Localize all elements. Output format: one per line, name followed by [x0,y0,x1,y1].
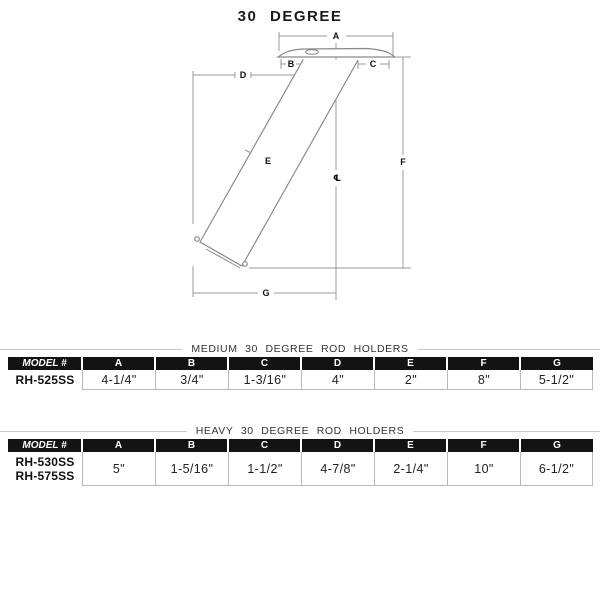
table-medium-rod-holders [8,343,593,391]
tube-drain-nub-left [195,237,200,242]
table-row [8,452,593,486]
value-cell-e: 2-1/4" [374,452,447,486]
table-row [8,370,593,390]
column-header-b: B [155,357,228,370]
value-cell-f: 8" [447,370,520,390]
table-header-row [8,439,593,452]
page-title: 30 DEGREE [237,8,343,25]
tube-body [200,60,358,266]
model-cell [8,452,82,486]
dim-label-b: B [287,59,295,69]
value-cell-c: 1-3/16" [228,370,301,390]
flange-mount-hole [306,50,319,55]
dim-label-e: E [264,156,272,166]
dim-label-d: D [239,70,247,80]
value-cell-b: 1-5/16" [155,452,228,486]
value-cell-f: 10" [447,452,520,486]
dim-label-c: C [369,59,377,69]
table-caption: MEDIUM 30 DEGREE ROD HOLDERS [0,343,600,355]
value-cell-e: 2" [374,370,447,390]
column-header-model: MODEL # [8,439,82,452]
model-name: RH-575SS [15,469,75,483]
value-cell-d: 4-7/8" [301,452,374,486]
column-header-a: A [82,439,155,452]
model-name: RH-530SS [15,455,75,469]
flange [278,49,395,58]
table-caption-row [0,343,600,356]
value-cell-a: 5" [82,452,155,486]
column-header-f: F [447,439,520,452]
column-header-d: D [301,439,374,452]
column-header-e: E [374,357,447,370]
centerline-symbol: ℄ [332,174,342,184]
model-name: RH-525SS [15,373,75,387]
table-header-row [8,357,593,370]
column-header-e: E [374,439,447,452]
column-header-d: D [301,357,374,370]
value-cell-b: 3/4" [155,370,228,390]
dim-label-a: A [332,31,340,41]
column-header-b: B [155,439,228,452]
model-cell [8,370,82,390]
dim-label-f: F [400,157,406,167]
column-header-c: C [228,357,301,370]
value-cell-d: 4" [301,370,374,390]
value-cell-g: 6-1/2" [520,452,593,486]
table-heavy-rod-holders [8,425,593,487]
dim-label-g: G [262,288,270,298]
column-header-model: MODEL # [8,357,82,370]
value-cell-g: 5-1/2" [520,370,593,390]
column-header-f: F [447,357,520,370]
column-header-g: G [520,357,593,370]
column-header-c: C [228,439,301,452]
table-caption: HEAVY 30 DEGREE ROD HOLDERS [0,425,600,437]
table-caption-row [0,425,600,438]
value-cell-c: 1-1/2" [228,452,301,486]
value-cell-a: 4-1/4" [82,370,155,390]
column-header-g: G [520,439,593,452]
column-header-a: A [82,357,155,370]
tube-drain-nub-right [243,262,248,267]
